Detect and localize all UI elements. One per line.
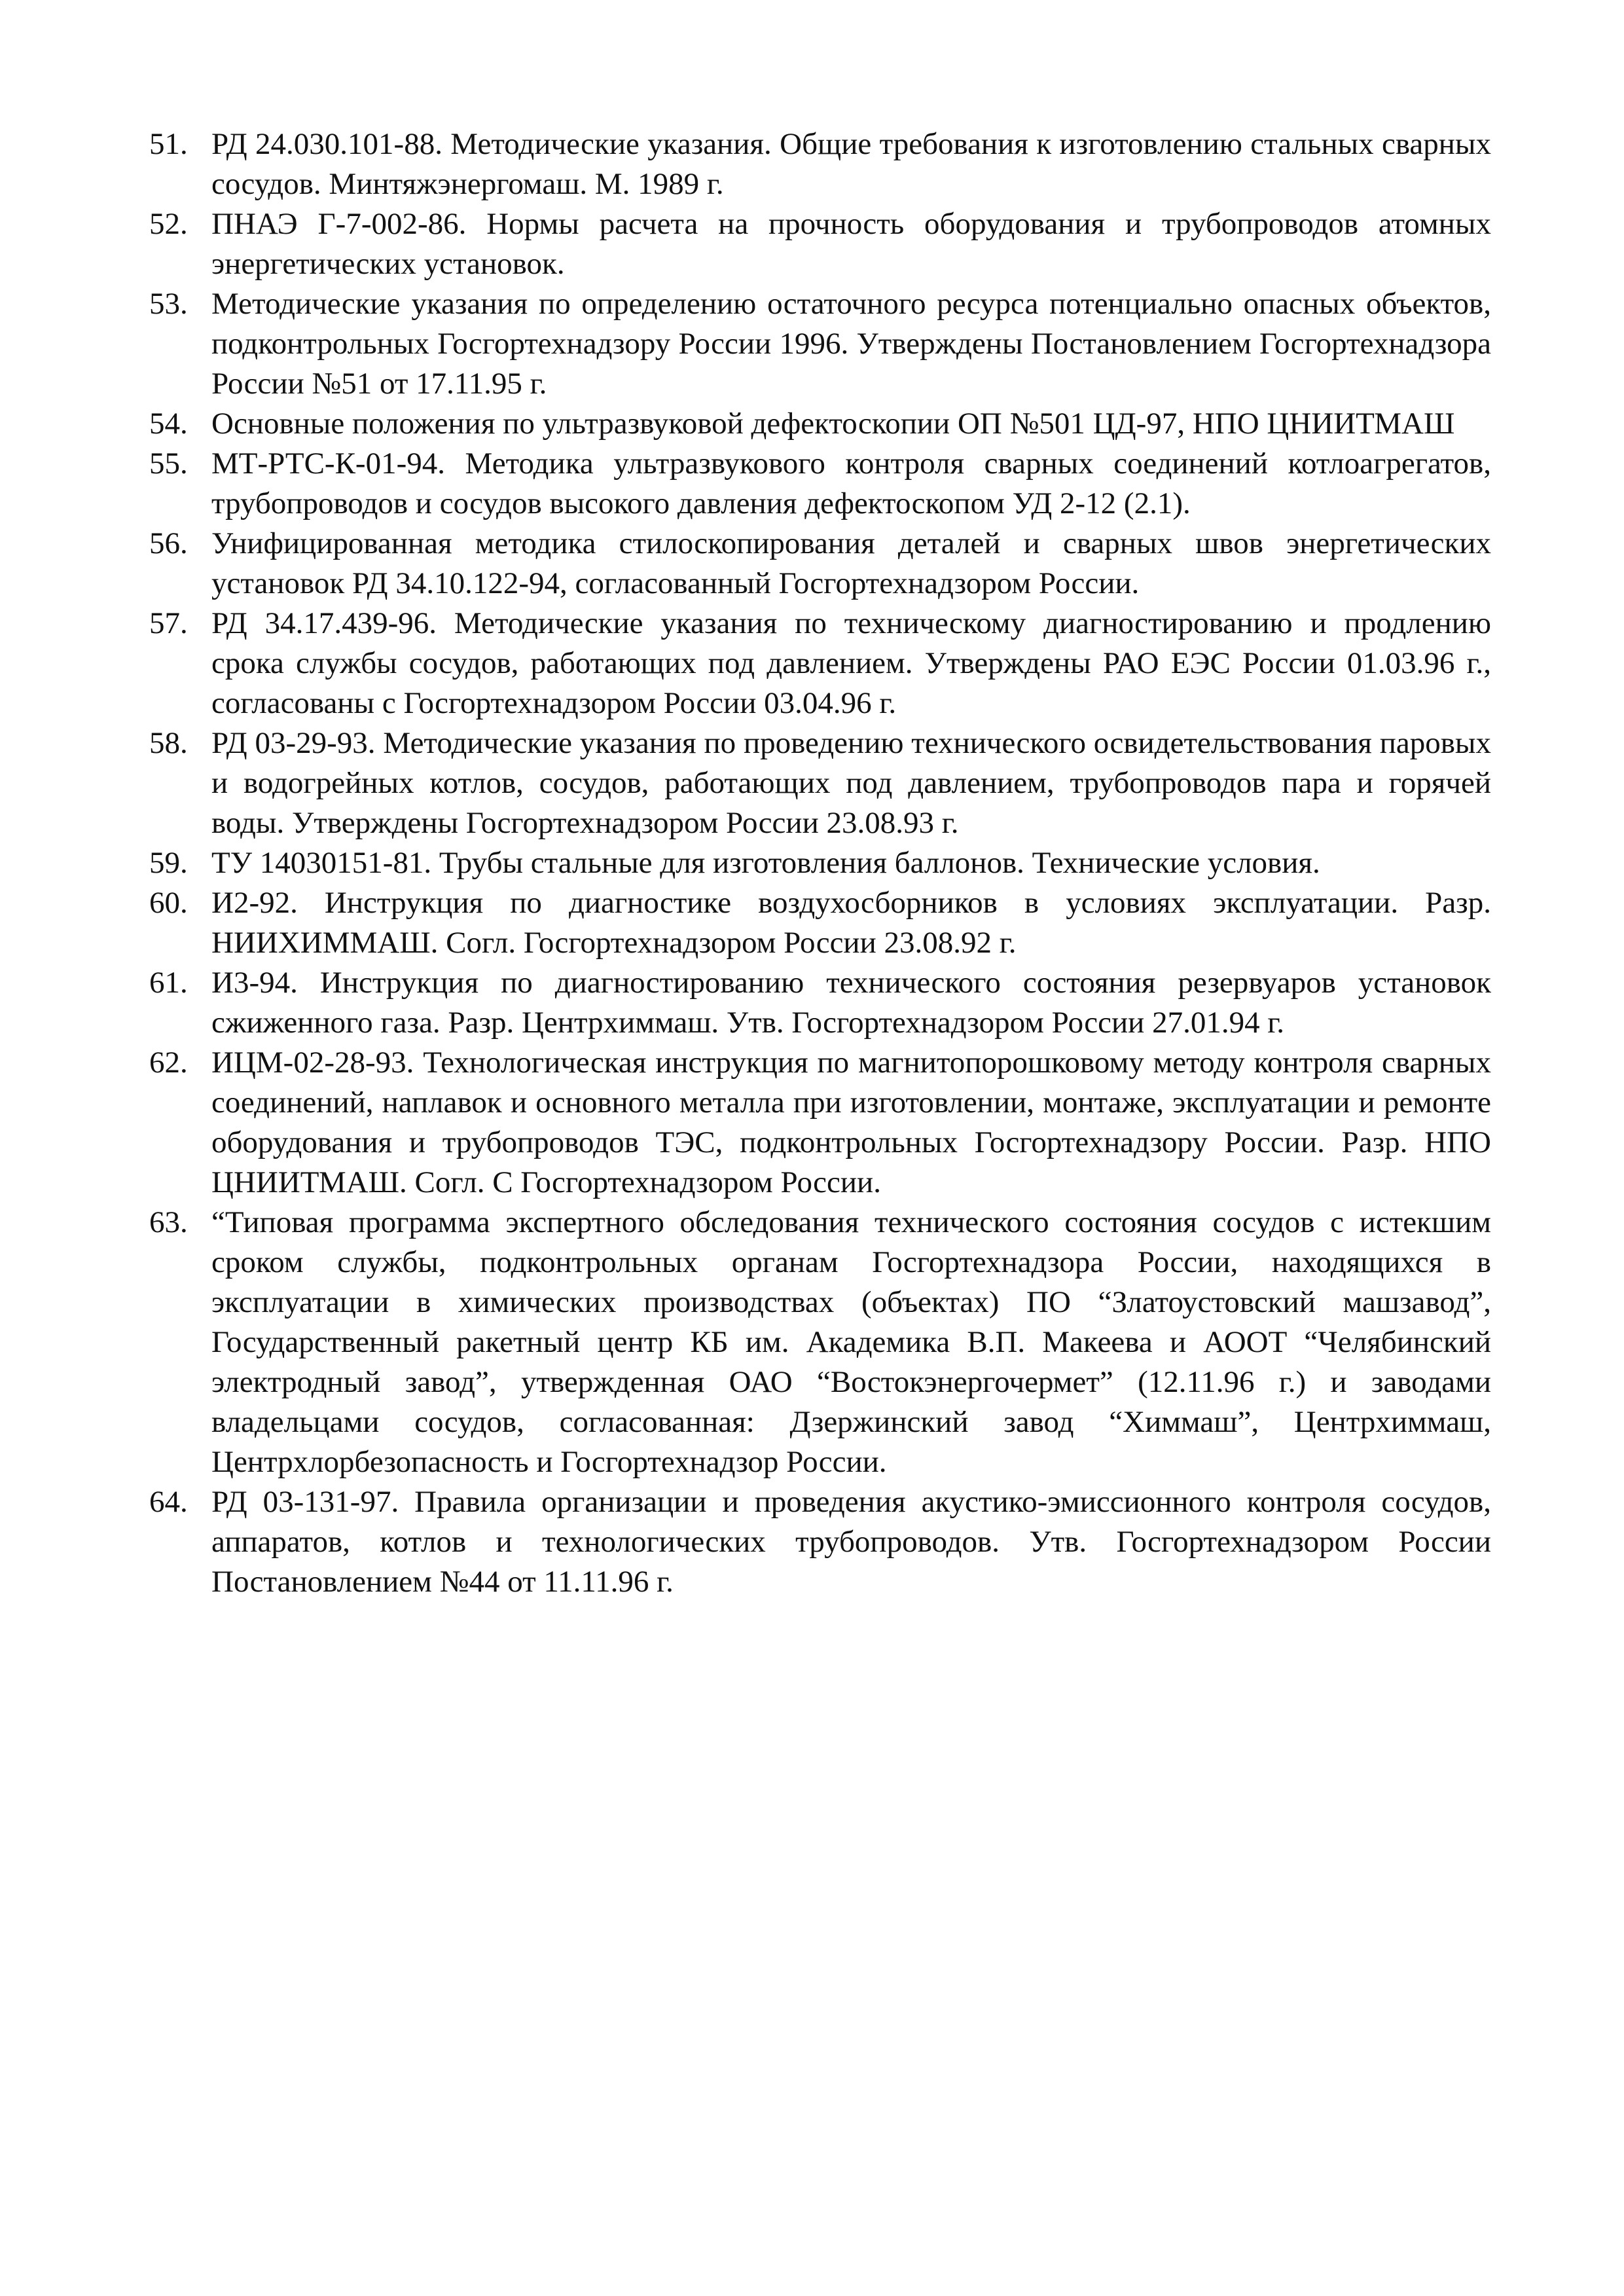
reference-text: Основные положения по ультразвуковой дефектоскопии ОП №501 ЦД-97, НПО ЦНИИТМАШ: [211, 407, 1455, 441]
reference-number: 55.: [149, 446, 188, 481]
reference-number: 61.: [149, 966, 188, 1000]
reference-item: [149, 204, 1491, 284]
reference-text: И3-94. Инструкция по диагностированию технического состояния резервуаров установок сжиженного газа. Разр. Центрхиммаш. Утв. Госгортехнадзором России 27.01.94 г.: [211, 966, 1491, 1040]
reference-item: [149, 843, 1491, 883]
reference-item: [149, 404, 1491, 444]
reference-item: [149, 1203, 1491, 1482]
reference-number: 64.: [149, 1485, 188, 1519]
reference-item: [149, 524, 1491, 604]
reference-number: 63.: [149, 1205, 188, 1239]
reference-number: 53.: [149, 287, 188, 321]
reference-number: 52.: [149, 207, 188, 241]
reference-text: “Типовая программа экспертного обследования технического состояния сосудов с истекшим сроком службы, подконтрольных органам Госгортехнадзора России, находящихся в эксплуатации в химических производствах (объектах) ПО “Златоустовский машзавод”, Государственный ракетный центр КБ им. Академика В.П. Макеева и АООТ “Челябинский электродный завод”, утвержденная ОАО “Востокэнергочермет” (12.11.96 г.) и заводами владельцами сосудов, согласованная: Дзержинский завод “Химмаш”, Центрхиммаш, Центрхлорбезопасность и Госгортехнадзор России.: [211, 1205, 1491, 1479]
reference-item: [149, 1482, 1491, 1602]
reference-number: 60.: [149, 886, 188, 920]
reference-text: ТУ 14030151-81. Трубы стальные для изготовления баллонов. Технические условия.: [211, 846, 1320, 880]
reference-text: Унифицированная методика стилоскопирования деталей и сварных швов энергетических установок РД 34.10.122-94, согласованный Госгортехнадзором России.: [211, 526, 1491, 600]
reference-number: 56.: [149, 526, 188, 560]
reference-item: [149, 124, 1491, 204]
reference-text: РД 03-29-93. Методические указания по проведению технического освидетельствования паровых и водогрейных котлов, сосудов, работающих под давлением, трубопроводов пара и горячей воды. Утверждены Госгортехнадзором России 23.08.93 г.: [211, 726, 1491, 840]
reference-number: 54.: [149, 407, 188, 441]
reference-item: [149, 284, 1491, 404]
reference-number: 59.: [149, 846, 188, 880]
reference-item: [149, 604, 1491, 723]
reference-item: [149, 883, 1491, 963]
reference-item: [149, 1043, 1491, 1203]
reference-text: ПНАЭ Г-7-002-86. Нормы расчета на прочность оборудования и трубопроводов атомных энергетических установок.: [211, 207, 1491, 281]
reference-text: РД 34.17.439-96. Методические указания по техническому диагностированию и продлению срока службы сосудов, работающих под давлением. Утверждены РАО ЕЭС России 01.03.96 г., согласованы с Госгортехнадзором России 03.04.96 г.: [211, 606, 1491, 720]
reference-text: РД 03-131-97. Правила организации и проведения акустико-эмиссионного контроля сосудов, аппаратов, котлов и технологических трубопроводов. Утв. Госгортехнадзором России Постановлением №44 от 11.11.96 г.: [211, 1485, 1491, 1599]
reference-list: [149, 124, 1491, 1602]
reference-text: РД 24.030.101-88. Методические указания. Общие требования к изготовлению стальных сварных сосудов. Минтяжэнергомаш. М. 1989 г.: [211, 127, 1491, 201]
reference-number: 51.: [149, 127, 188, 161]
reference-text: Методические указания по определению остаточного ресурса потенциально опасных объектов, подконтрольных Госгортехнадзору России 1996. Утверждены Постановлением Госгортехнадзора России №51 от 17.11.95 г.: [211, 287, 1491, 401]
reference-text: И2-92. Инструкция по диагностике воздухосборников в условиях эксплуатации. Разр. НИИХИММАШ. Согл. Госгортехнадзором России 23.08.92 г.: [211, 886, 1491, 960]
reference-item: [149, 723, 1491, 843]
reference-item: [149, 963, 1491, 1043]
reference-number: 57.: [149, 606, 188, 640]
reference-text: ИЦМ-02-28-93. Технологическая инструкция по магнитопорошковому методу контроля сварных соединений, наплавок и основного металла при изготовлении, монтаже, эксплуатации и ремонте оборудования и трубопроводов ТЭС, подконтрольных Госгортехнадзору России. Разр. НПО ЦНИИТМАШ. Согл. С Госгортехнадзором России.: [211, 1046, 1491, 1199]
reference-text: МТ-РТС-К-01-94. Методика ультразвукового контроля сварных соединений котлоагрегатов, трубопроводов и сосудов высокого давления дефектоскопом УД 2-12 (2.1).: [211, 446, 1491, 520]
reference-number: 58.: [149, 726, 188, 760]
reference-item: [149, 444, 1491, 524]
reference-number: 62.: [149, 1046, 188, 1080]
